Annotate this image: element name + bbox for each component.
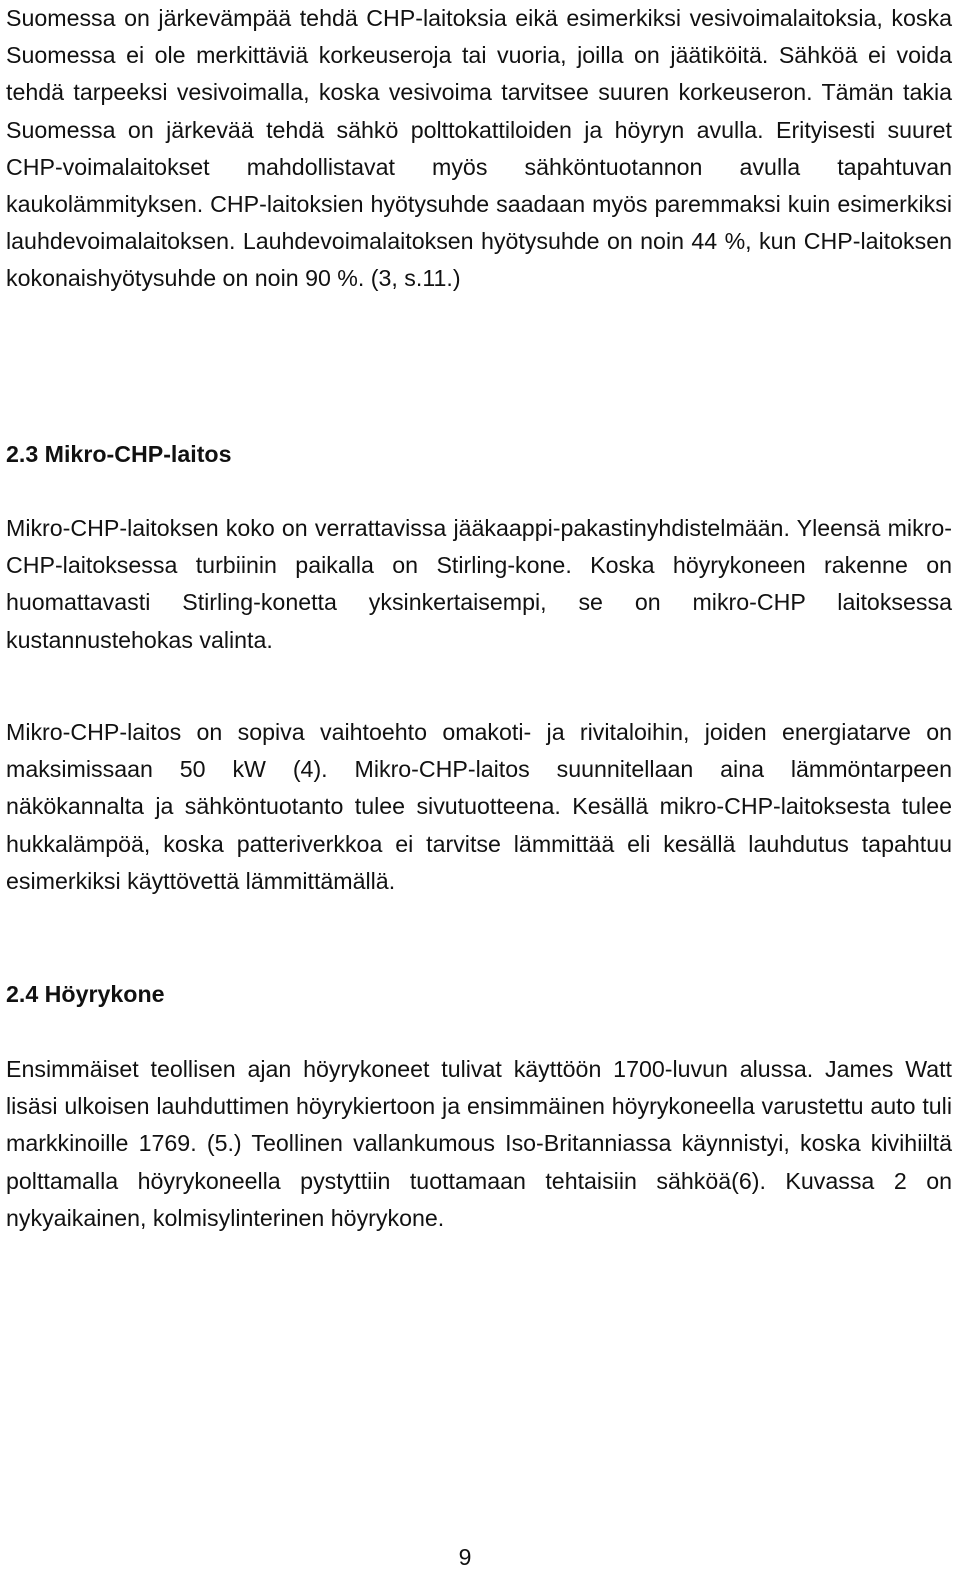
section-heading-mikro-chp: 2.3 Mikro-CHP-laitos [6, 441, 232, 467]
paragraph-chp-finland: Suomessa on järkevämpää tehdä CHP-laitoksia eikä esimerkiksi vesivoimalaitoksia, koska Suomessa ei ole merkittäviä korkeuseroja tai vuoria, joilla on jäätiköitä. Sähköä ei voida tehdä tarpeeksi vesivoimalla, koska vesivoima tarvitsee suuren korkeuseron. Tämän takia Suomessa on järkevää tehdä sähkö polttokattiloiden ja höyryn avulla. Erityisesti suuret CHP-voimalaitokset mahdollistavat myös sähköntuotannon avulla tapahtuvan kaukolämmityksen. CHP-laitoksien hyötysuhde saadaan myös paremmaksi kuin esimerkiksi lauhdevoimalaitoksen. Lauhdevoimalaitoksen hyötysuhde on noin 44 %, kun CHP-laitoksen kokonaishyötysuhde on noin 90 %. (3, s.11.) [6, 5, 952, 292]
paragraph-hoyrykone-history: Ensimmäiset teollisen ajan höyrykoneet tulivat käyttöön 1700-luvun alussa. James Watt lisäsi ulkoisen lauhduttimen höyrykiertoon ja ensimmäinen höyrykoneella varustettu auto tuli markkinoille 1769. (5.) Teollinen vallankumous Iso-Britanniassa käynnistyi, koska kivihiiltä polttamalla höyrykoneella pystyttiin tuottamaan tehtaisiin sähköä(6). Kuvassa 2 on nykyaikainen, kolmisylinterinen höyrykone. [6, 1056, 952, 1231]
section-heading-hoyrykone: 2.4 Höyrykone [6, 981, 165, 1007]
page-number: 9 [458, 1544, 472, 1570]
paragraph-mikro-chp-size: Mikro-CHP-laitoksen koko on verrattavissa jääkaappi-pakastinyhdistelmään. Yleensä mikro-CHP-laitoksessa turbiinin paikalla on Stirling-kone. Koska höyrykoneen rakenne on huomattavasti Stirling-konetta yksinkertaisempi, se on mikro-CHP laitoksessa kustannustehokas valinta. [6, 515, 952, 653]
paragraph-mikro-chp-usage: Mikro-CHP-laitos on sopiva vaihtoehto omakoti- ja rivitaloihin, joiden energiatarve on maksimissaan 50 kW (4). Mikro-CHP-laitos suunnitellaan aina lämmöntarpeen näkökannalta ja sähköntuotanto tulee sivutuotteena. Kesällä mikro-CHP-laitoksesta tulee hukkalämpöä, koska patteriverkkoa ei tarvitse lämmittää eli kesällä lauhdutus tapahtuu esimerkiksi käyttövettä lämmittämällä. [6, 719, 952, 894]
